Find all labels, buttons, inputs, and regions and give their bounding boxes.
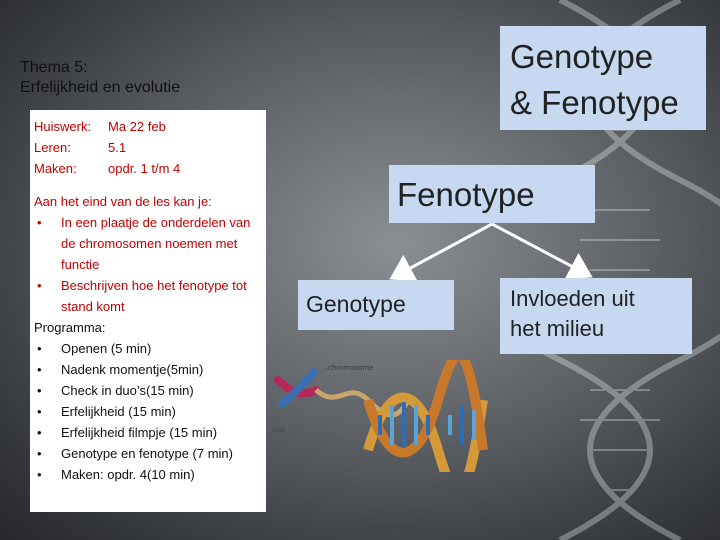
- program-list: [34, 317, 260, 485]
- slide-title: [500, 26, 706, 130]
- program-item: [34, 401, 260, 422]
- chromosome-dna-illustration: [268, 360, 488, 472]
- bullet-dot: •: [37, 404, 42, 419]
- lesson-info-box: [30, 110, 266, 512]
- bullet-dot: •: [37, 467, 42, 482]
- program-title: Programma:: [34, 320, 106, 335]
- diagram-milieu-box: [500, 278, 692, 354]
- bullet-dot: •: [37, 341, 42, 356]
- program-item-text: Openen (5 min): [61, 341, 152, 356]
- homework-value: Ma 22 feb: [108, 119, 166, 134]
- program-item-text: Check in duo’s(15 min): [61, 383, 194, 398]
- goal-text: Beschrijven hoe het fenotype tot stand komt: [61, 278, 247, 314]
- program-item-text: Erfelijkheid filmpje (15 min): [61, 425, 218, 440]
- program-item: [34, 443, 260, 464]
- lesson-theme: [20, 58, 260, 98]
- homework-row: [34, 116, 260, 137]
- milieu-line2: het milieu: [510, 316, 605, 341]
- homework-value: opdr. 1 t/m 4: [108, 161, 181, 176]
- program-item: [34, 422, 260, 443]
- program-item: [34, 380, 260, 401]
- bullet-dot: •: [37, 383, 42, 398]
- goal-item: [34, 212, 260, 275]
- lesson-theme-line1: Thema 5:: [20, 59, 88, 76]
- arrow-to-genotype: [392, 224, 492, 278]
- program-item-text: Genotype en fenotype (7 min): [61, 446, 233, 461]
- diagram-genotype-box: Genotype: [298, 280, 454, 330]
- goals-intro: Aan het eind van de les kan je:: [34, 194, 212, 209]
- homework-value: 5.1: [108, 140, 127, 155]
- program-item-text: Erfelijkheid (15 min): [61, 404, 176, 419]
- bullet-dot: •: [37, 215, 42, 230]
- program-item-text: Maken: opdr. 4(10 min): [61, 467, 195, 482]
- goal-item: [34, 275, 260, 317]
- double-helix-shape: [368, 360, 483, 472]
- bullet-dot: •: [37, 278, 42, 293]
- bullet-dot: •: [37, 425, 42, 440]
- homework-label: Huiswerk:: [34, 119, 92, 134]
- milieu-line1: Invloeden uit: [510, 286, 635, 311]
- slide-title-line1: Genotype: [510, 38, 654, 75]
- homework-row: [34, 158, 260, 179]
- program-item: [34, 359, 260, 380]
- homework-label: Maken:: [34, 161, 77, 176]
- lesson-theme-line2: Erfelijkheid en evolutie: [20, 79, 181, 96]
- chromosome-label: chromosome: [328, 364, 374, 372]
- bullet-dot: •: [37, 362, 42, 377]
- program-item-text: Nadenk momentje(5min): [61, 362, 204, 377]
- homework-label: Leren:: [34, 140, 71, 155]
- chromosome-shape: [278, 372, 316, 404]
- goal-text: In een plaatje de onderdelen van de chromosomen noemen met functie: [61, 215, 251, 272]
- slide-title-line2: & Fenotype: [510, 84, 679, 121]
- homework-row: [34, 137, 260, 158]
- learning-goals: [34, 191, 260, 317]
- program-item: [34, 338, 260, 359]
- diagram-fenotype-box: Fenotype: [389, 165, 595, 223]
- dna-label: DNA: [272, 427, 286, 434]
- program-item: [34, 464, 260, 485]
- bullet-dot: •: [37, 446, 42, 461]
